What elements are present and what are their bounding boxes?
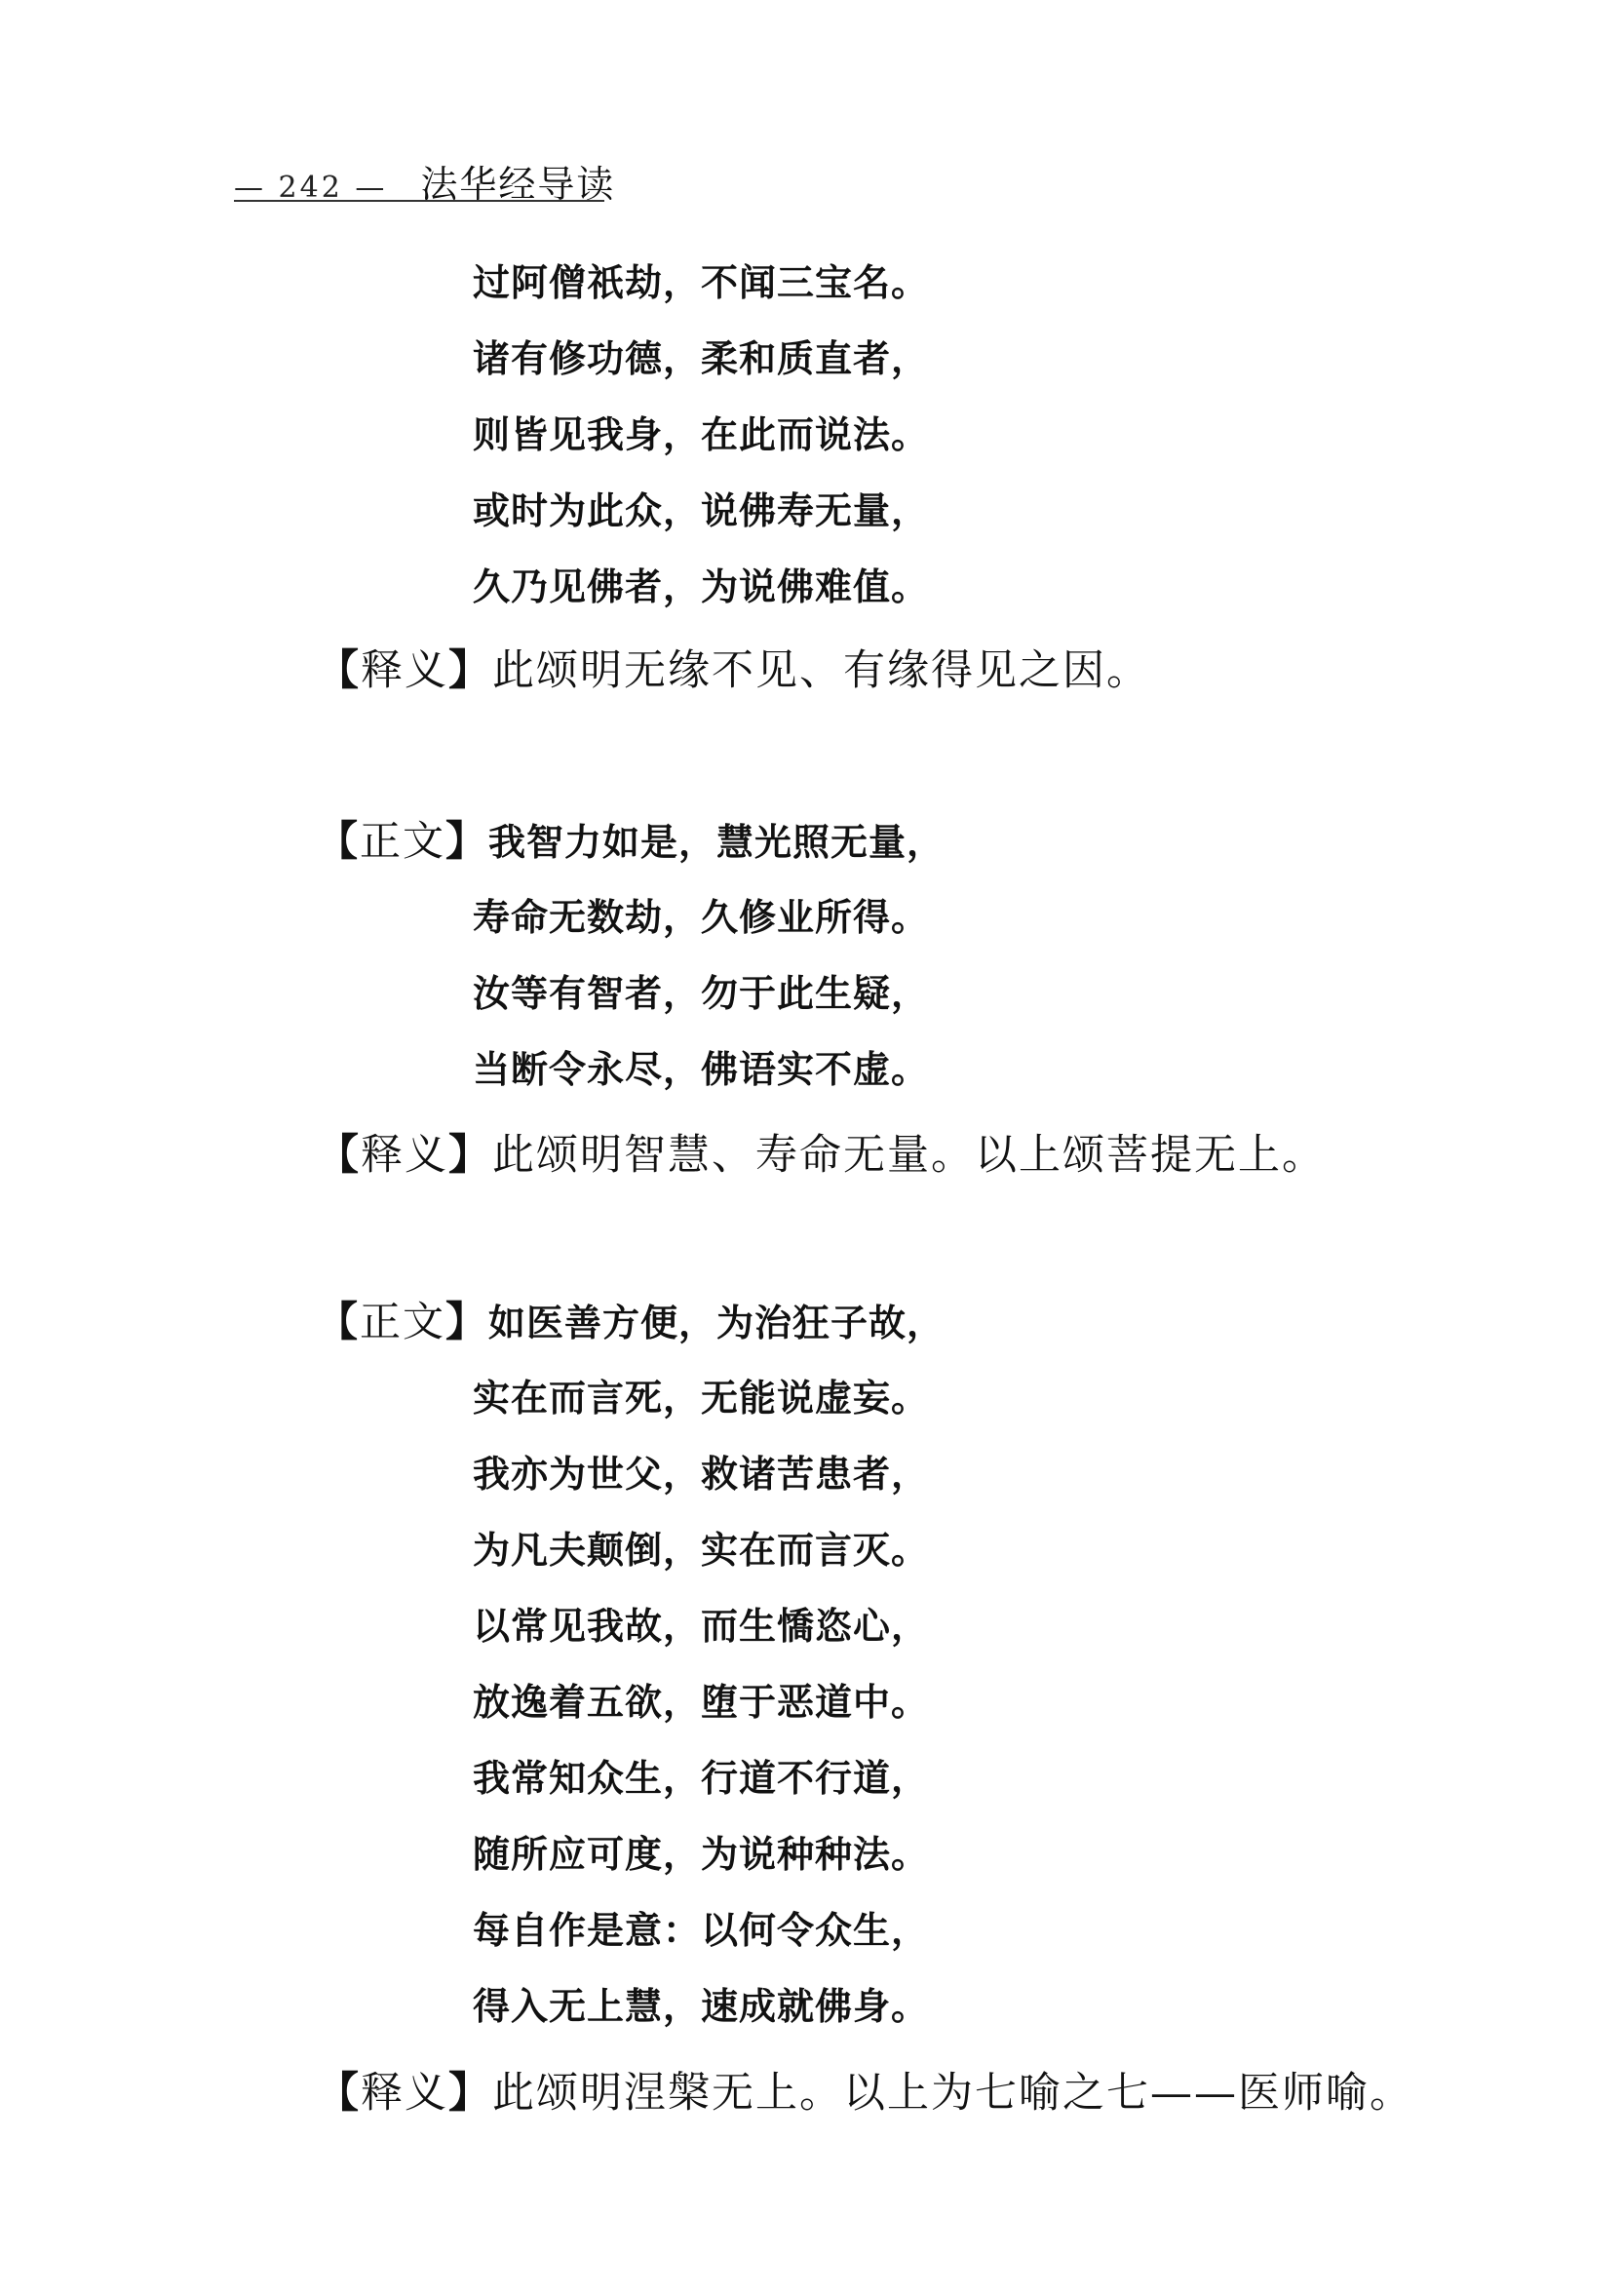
main-text-first-line (317, 817, 946, 865)
explanation-paragraph (317, 646, 1150, 695)
explanation-text: 此颂明无缘不见、有缘得见之因。 (492, 646, 1150, 695)
main-text-label-group (317, 817, 488, 865)
verse-line: 诸有修功德，柔和质直者， (473, 337, 930, 380)
explanation-text: 此颂明智慧、寿命无量。以上颂菩提无上。 (492, 1131, 1326, 1180)
verse-line: 汝等有智者，勿于此生疑， (473, 972, 930, 1015)
verse-line: 以常见我故，而生憍恣心， (473, 1605, 930, 1648)
label-open-bracket: 【 (317, 646, 361, 695)
main-text-label: 正文 (360, 817, 446, 865)
verse-line: 放逸着五欲，堕于恶道中。 (473, 1681, 930, 1724)
verse-line: 随所应可度，为说种种法。 (473, 1833, 930, 1876)
main-text-first-line (317, 1298, 946, 1345)
running-header (234, 154, 616, 206)
label-open-bracket: 【 (317, 2069, 361, 2118)
explanation-paragraph (317, 2069, 1413, 2118)
explanation-paragraph (317, 1131, 1326, 1180)
explanation-label: 释义 (361, 1131, 448, 1180)
verse-line: 我亦为世父，救诸苦患者， (473, 1453, 930, 1496)
label-open-bracket: 【 (317, 817, 361, 865)
label-close-bracket: 】 (445, 1298, 489, 1345)
label-close-bracket: 】 (448, 1131, 492, 1180)
book-title: 法华经导读 (420, 163, 616, 206)
page-number: — 242 — (234, 171, 388, 205)
verse-line: 实在而言死，无能说虚妄。 (473, 1377, 930, 1420)
verse-text: 如医善方便，为治狂子故， (488, 1302, 946, 1344)
label-close-bracket: 】 (445, 817, 489, 865)
explanation-text: 此颂明涅槃无上。以上为七喻之七——医师喻。 (492, 2069, 1413, 2118)
verse-text: 我智力如是，慧光照无量， (488, 821, 946, 864)
verse-line: 为凡夫颠倒，实在而言灭。 (473, 1529, 930, 1572)
header-rule (234, 200, 604, 202)
verse-line: 久乃见佛者，为说佛难值。 (473, 565, 930, 608)
label-close-bracket: 】 (448, 2069, 492, 2118)
label-open-bracket: 【 (317, 1298, 361, 1345)
label-open-bracket: 【 (317, 1131, 361, 1180)
verse-line: 则皆见我身，在此而说法。 (473, 413, 930, 456)
verse-line: 过阿僧祇劫，不闻三宝名。 (473, 261, 930, 304)
explanation-label: 释义 (361, 2069, 448, 2118)
verse-line: 当断令永尽，佛语实不虚。 (473, 1048, 930, 1091)
verse-line: 得入无上慧，速成就佛身。 (473, 1985, 930, 2028)
main-text-label: 正文 (360, 1298, 446, 1345)
verse-line: 寿命无数劫，久修业所得。 (473, 896, 930, 939)
label-close-bracket: 】 (448, 646, 492, 695)
verse-line: 每自作是意：以何令众生， (473, 1909, 930, 1952)
verse-line: 我常知众生，行道不行道， (473, 1757, 930, 1800)
explanation-label: 释义 (361, 646, 448, 695)
verse-line: 或时为此众，说佛寿无量， (473, 489, 930, 532)
main-text-label-group (317, 1298, 488, 1345)
